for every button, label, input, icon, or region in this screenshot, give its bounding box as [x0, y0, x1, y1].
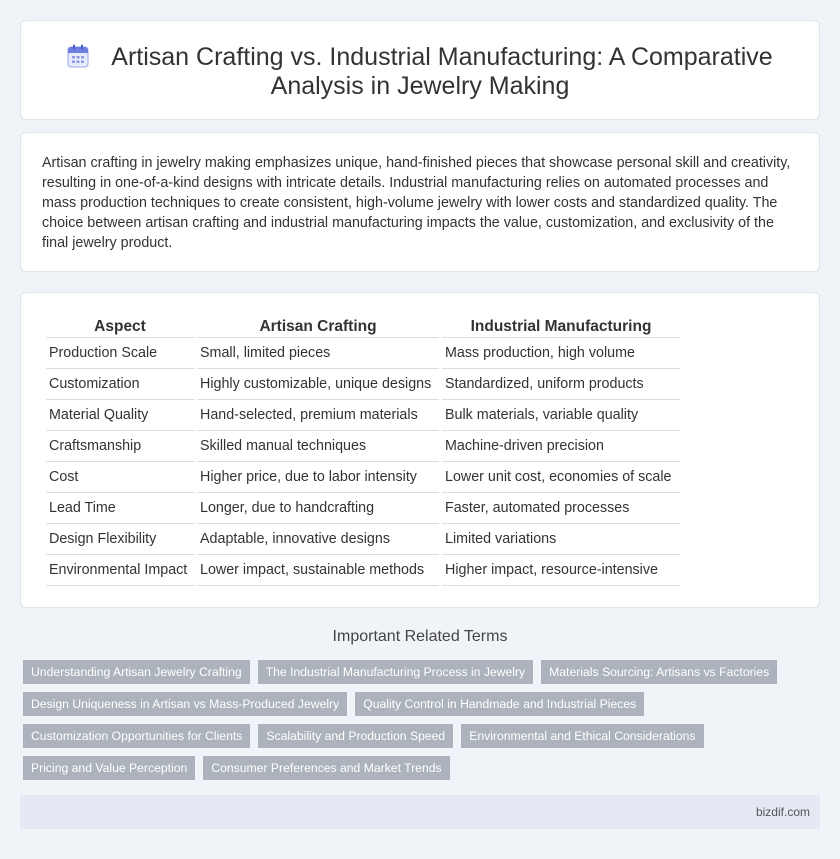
intro-card [20, 132, 820, 272]
related-term-tag[interactable]: Consumer Preferences and Market Trends [203, 756, 449, 780]
comparison-card [20, 292, 820, 608]
table-row [46, 462, 680, 493]
related-term-tag[interactable]: Understanding Artisan Jewelry Crafting [23, 660, 250, 684]
table-row [46, 555, 680, 586]
table-cell: Standardized, uniform products [442, 369, 680, 400]
table-row [46, 400, 680, 431]
table-cell: Highly customizable, unique designs [197, 369, 439, 400]
table-cell: Higher price, due to labor intensity [197, 462, 439, 493]
table-cell: Cost [46, 462, 194, 493]
tag-row [23, 692, 813, 716]
page-title-text: Artisan Crafting vs. Industrial Manufacturing: A Comparative Analysis in Jewelry Making [111, 43, 773, 100]
table-cell: Limited variations [442, 524, 680, 555]
tag-row [23, 660, 813, 684]
tag-row [23, 724, 813, 748]
table-header-row [46, 313, 680, 338]
table-row [46, 493, 680, 524]
table-cell: Adaptable, innovative designs [197, 524, 439, 555]
table-cell: Mass production, high volume [442, 338, 680, 369]
intro-paragraph: Artisan crafting in jewelry making emphasizes unique, hand-finished pieces that showcase personal skill and creativity, resulting in one-of-a-kind designs with intricate details. Industrial manufacturing relies on automated processes and mass production techniques to create consistent, high-volume jewelry with lower costs and standardized quality. The choice between artisan crafting and industrial manufacturing impacts the value, customization, and exclusivity of the final jewelry product. [42, 155, 791, 251]
related-term-tag[interactable]: Materials Sourcing: Artisans vs Factories [541, 660, 777, 684]
footer-bar [20, 795, 820, 829]
related-term-tag[interactable]: Customization Opportunities for Clients [23, 724, 250, 748]
table-cell: Machine-driven precision [442, 431, 680, 462]
column-header-aspect: Aspect [46, 313, 194, 338]
table-cell: Bulk materials, variable quality [442, 400, 680, 431]
related-term-tag[interactable]: Pricing and Value Perception [23, 756, 195, 780]
column-header-artisan: Artisan Crafting [197, 313, 439, 338]
column-header-industrial: Industrial Manufacturing [442, 313, 680, 338]
table-row [46, 369, 680, 400]
related-term-tag[interactable]: Design Uniqueness in Artisan vs Mass-Produced Jewelry [23, 692, 347, 716]
related-term-tag[interactable]: Scalability and Production Speed [258, 724, 453, 748]
table-cell: Hand-selected, premium materials [197, 400, 439, 431]
comparison-table [43, 313, 683, 586]
table-cell: Design Flexibility [46, 524, 194, 555]
table-row [46, 524, 680, 555]
related-term-tag[interactable]: Environmental and Ethical Considerations [461, 724, 703, 748]
table-cell: Environmental Impact [46, 555, 194, 586]
table-cell: Higher impact, resource-intensive [442, 555, 680, 586]
footer-brand[interactable]: bizdif.com [755, 805, 810, 819]
calendar-icon [67, 44, 89, 68]
table-cell: Faster, automated processes [442, 493, 680, 524]
table-cell: Small, limited pieces [197, 338, 439, 369]
table-cell: Material Quality [46, 400, 194, 431]
table-row [46, 431, 680, 462]
tag-row [23, 756, 813, 780]
table-cell: Lower unit cost, economies of scale [442, 462, 680, 493]
table-cell: Lower impact, sustainable methods [197, 555, 439, 586]
title-card [20, 20, 820, 120]
related-terms-list [23, 660, 813, 788]
table-cell: Skilled manual techniques [197, 431, 439, 462]
table-cell: Customization [46, 369, 194, 400]
table-row [46, 338, 680, 369]
table-cell: Production Scale [46, 338, 194, 369]
page-title [21, 43, 819, 101]
related-terms-heading: Important Related Terms [332, 628, 508, 645]
table-cell: Craftsmanship [46, 431, 194, 462]
related-term-tag[interactable]: Quality Control in Handmade and Industrial Pieces [355, 692, 644, 716]
table-cell: Lead Time [46, 493, 194, 524]
related-term-tag[interactable]: The Industrial Manufacturing Process in Jewelry [258, 660, 533, 684]
table-cell: Longer, due to handcrafting [197, 493, 439, 524]
